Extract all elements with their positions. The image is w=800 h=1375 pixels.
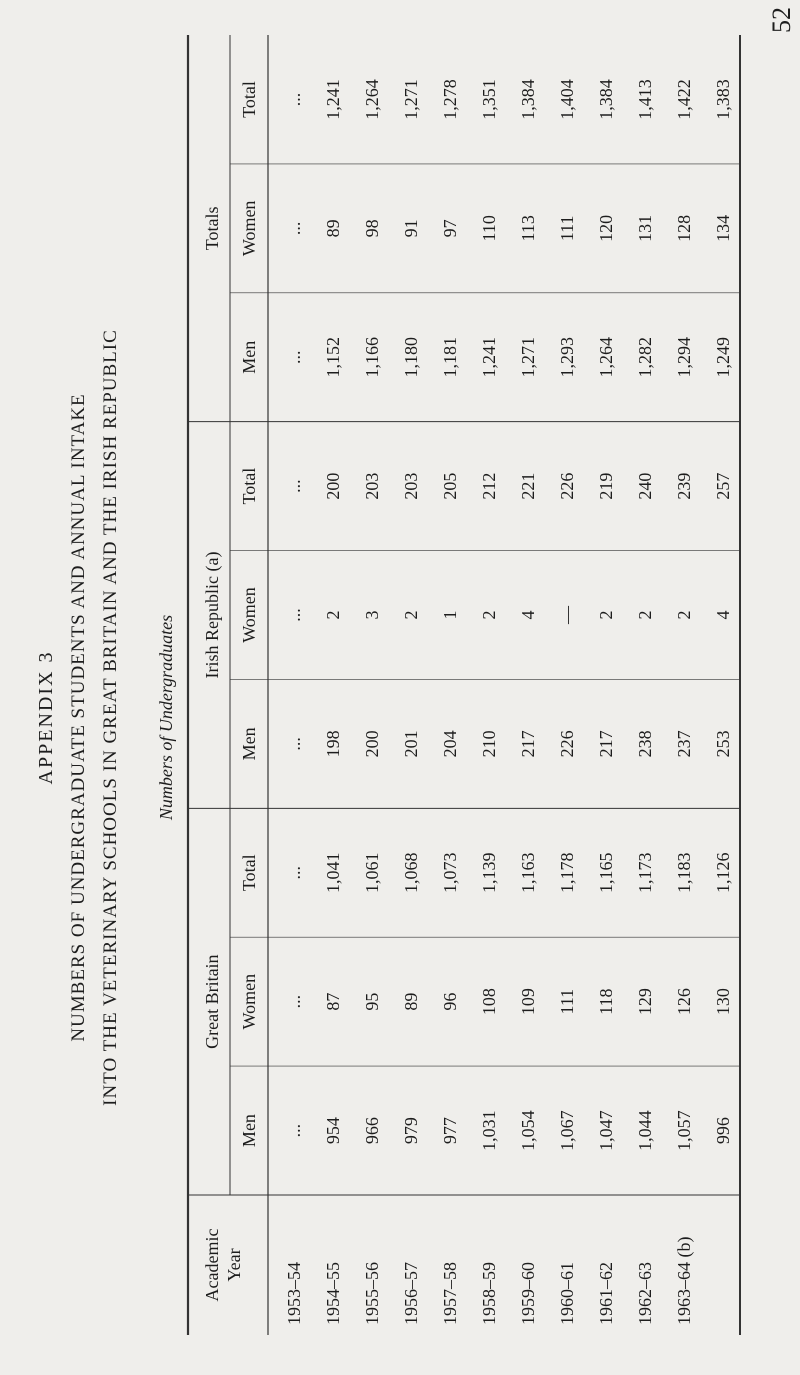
row-year: 1955–56 bbox=[362, 1262, 382, 1325]
table-cell: 1,293 bbox=[557, 336, 577, 378]
table-cell: 1,139 bbox=[479, 852, 499, 894]
table-cell: 219 bbox=[596, 472, 616, 500]
table-cell: 954 bbox=[323, 1117, 343, 1145]
table-cell: 131 bbox=[635, 214, 655, 242]
table-cell: 1,057 bbox=[674, 1110, 694, 1151]
table-cell: 130 bbox=[713, 988, 733, 1016]
table-cell: 204 bbox=[440, 730, 460, 758]
table-cell: 113 bbox=[518, 215, 538, 242]
table-cell: ... bbox=[284, 1123, 304, 1138]
table-cell: 4 bbox=[713, 610, 733, 620]
row-year: 1954–55 bbox=[323, 1262, 343, 1325]
table-cell: 240 bbox=[635, 472, 655, 500]
table-cell: 205 bbox=[440, 472, 460, 500]
column-header: Men bbox=[239, 1114, 259, 1148]
table-cell: ... bbox=[284, 479, 304, 493]
row-year: 1961–62 bbox=[596, 1262, 616, 1325]
table-cell: 1,422 bbox=[674, 79, 694, 120]
group-irish-republic: Irish Republic (a) bbox=[202, 551, 222, 679]
title-line-2: NUMBERS OF UNDERGRADUATE STUDENTS AND ANNUAL INTAKE bbox=[68, 393, 89, 1042]
table-cell: 1,384 bbox=[596, 79, 616, 120]
table-cell: 212 bbox=[479, 472, 499, 500]
table-cell: 1,271 bbox=[401, 79, 421, 120]
table-cell: 1,294 bbox=[674, 336, 694, 378]
table-cell: 1,178 bbox=[557, 852, 577, 894]
table-cell: 1,282 bbox=[635, 336, 655, 378]
table-cell: 210 bbox=[479, 730, 499, 758]
table-cell: 1,165 bbox=[596, 852, 616, 894]
column-header: Men bbox=[239, 340, 259, 374]
table-cell: 95 bbox=[362, 992, 382, 1011]
table-cell: 4 bbox=[518, 610, 538, 620]
column-header: Total bbox=[239, 854, 259, 892]
column-header: Women bbox=[239, 587, 259, 643]
table-cell: 91 bbox=[401, 219, 421, 238]
table-cell: 1,413 bbox=[635, 79, 655, 120]
table-cell: 1,264 bbox=[362, 79, 382, 120]
table-cell: 966 bbox=[362, 1117, 382, 1145]
table-cell: 1,181 bbox=[440, 336, 460, 378]
table-cell: 1,271 bbox=[518, 336, 538, 378]
table-cell: 1,384 bbox=[518, 79, 538, 120]
column-header: Women bbox=[239, 973, 259, 1030]
table-cell: 979 bbox=[401, 1117, 421, 1145]
row-year: 1962–63 bbox=[635, 1262, 655, 1325]
year-header-1: Academic bbox=[202, 1228, 222, 1302]
table-cell: 203 bbox=[362, 472, 382, 500]
table-cell: 1,173 bbox=[635, 852, 655, 894]
table-cell: 1,404 bbox=[557, 79, 577, 120]
row-year: 1959–60 bbox=[518, 1262, 538, 1325]
column-header: Women bbox=[239, 200, 259, 257]
table-cell: 201 bbox=[401, 730, 421, 758]
table-cell: 111 bbox=[557, 988, 577, 1015]
table-cell: 1,166 bbox=[362, 336, 382, 378]
table-cell: 977 bbox=[440, 1117, 460, 1145]
table-cell: 1,264 bbox=[596, 336, 616, 378]
table-cell: 134 bbox=[713, 214, 733, 242]
table-cell: 110 bbox=[479, 215, 499, 242]
table-cell: 1,044 bbox=[635, 1110, 655, 1151]
row-year: 1956–57 bbox=[401, 1262, 421, 1325]
table-cell: ... bbox=[284, 994, 304, 1009]
table-cell: ... bbox=[284, 221, 304, 236]
table-cell: 1,278 bbox=[440, 79, 460, 120]
table-cell: 1,163 bbox=[518, 852, 538, 894]
appendix-heading: APPENDIX 3 bbox=[35, 650, 57, 785]
table-cell: 2 bbox=[479, 610, 499, 620]
table-cell: 2 bbox=[323, 610, 343, 620]
table-cell: 217 bbox=[518, 730, 538, 758]
table-cell: 1,047 bbox=[596, 1110, 616, 1151]
table-cell: 96 bbox=[440, 992, 460, 1011]
table-cell: 111 bbox=[557, 215, 577, 242]
table-cell: ... bbox=[284, 608, 304, 622]
table-cell: 108 bbox=[479, 988, 499, 1016]
table-cell: 120 bbox=[596, 214, 616, 242]
table-cell: ... bbox=[284, 737, 304, 751]
table-cell: ... bbox=[284, 866, 304, 880]
table-cell: 217 bbox=[596, 730, 616, 758]
table-cell: 257 bbox=[713, 472, 733, 500]
table-cell: 1,054 bbox=[518, 1110, 538, 1151]
table-cell: 1,241 bbox=[479, 336, 499, 378]
table-cell: 118 bbox=[596, 988, 616, 1015]
table-cell: 126 bbox=[674, 988, 694, 1016]
table-cell: 1,061 bbox=[362, 852, 382, 894]
table-cell: 1 bbox=[440, 610, 460, 620]
table-cell: 226 bbox=[557, 472, 577, 500]
table-cell: 996 bbox=[713, 1117, 733, 1145]
table-cell: 1,249 bbox=[713, 336, 733, 378]
table-cell: 1,068 bbox=[401, 852, 421, 894]
table-cell: 1,067 bbox=[557, 1110, 577, 1151]
table-cell: ... bbox=[284, 92, 304, 107]
table-cell: 198 bbox=[323, 730, 343, 758]
table-cell: 253 bbox=[713, 730, 733, 758]
row-year: 1953–54 bbox=[284, 1262, 304, 1325]
page-number: 52 bbox=[767, 7, 796, 33]
table-cell: 200 bbox=[362, 730, 382, 758]
table-cell: ... bbox=[284, 350, 304, 364]
table-cell: 2 bbox=[596, 610, 616, 620]
table-cell: — bbox=[557, 606, 577, 624]
table-cell: 203 bbox=[401, 472, 421, 500]
table-cell: 221 bbox=[518, 472, 538, 500]
table-cell: 1,351 bbox=[479, 79, 499, 120]
group-totals: Totals bbox=[202, 206, 222, 251]
row-year: 1957–58 bbox=[440, 1262, 460, 1325]
table-cell: 1,073 bbox=[440, 852, 460, 894]
table-cell: 2 bbox=[401, 610, 421, 620]
table-cell: 239 bbox=[674, 472, 694, 500]
table-cell: 200 bbox=[323, 472, 343, 500]
table-cell: 2 bbox=[674, 610, 694, 620]
table-cell: 1,180 bbox=[401, 336, 421, 378]
table-cell: 89 bbox=[323, 219, 343, 238]
column-header: Men bbox=[239, 727, 259, 761]
row-year: 1958–59 bbox=[479, 1262, 499, 1325]
column-header: Total bbox=[239, 81, 259, 118]
table-cell: 226 bbox=[557, 730, 577, 758]
table-cell: 1,183 bbox=[674, 852, 694, 894]
title-line-3: INTO THE VETERINARY SCHOOLS IN GREAT BRITAIN AND THE IRISH REPUBLIC bbox=[100, 329, 121, 1106]
group-great-britain: Great Britain bbox=[202, 954, 222, 1049]
table-cell: 1,383 bbox=[713, 79, 733, 120]
table-cell: 109 bbox=[518, 988, 538, 1016]
table-cell: 87 bbox=[323, 992, 343, 1011]
table-cell: 89 bbox=[401, 992, 421, 1011]
table-cell: 237 bbox=[674, 730, 694, 758]
row-year: 1963–64 (b) bbox=[674, 1236, 694, 1325]
table-cell: 1,241 bbox=[323, 79, 343, 120]
table-cell: 1,126 bbox=[713, 852, 733, 894]
row-year: 1960–61 bbox=[557, 1262, 577, 1325]
table-cell: 1,031 bbox=[479, 1110, 499, 1151]
table-cell: 1,152 bbox=[323, 336, 343, 378]
table-cell: 97 bbox=[440, 219, 460, 238]
table-cell: 129 bbox=[635, 988, 655, 1016]
table-cell: 128 bbox=[674, 214, 694, 242]
table-cell: 3 bbox=[362, 610, 382, 620]
column-header: Total bbox=[239, 467, 259, 505]
table-cell: 1,041 bbox=[323, 852, 343, 894]
subtitle: Numbers of Undergraduates bbox=[156, 614, 176, 821]
year-header-2: Year bbox=[224, 1248, 244, 1282]
table-cell: 98 bbox=[362, 219, 382, 238]
table-cell: 2 bbox=[635, 610, 655, 620]
table-cell: 238 bbox=[635, 730, 655, 758]
